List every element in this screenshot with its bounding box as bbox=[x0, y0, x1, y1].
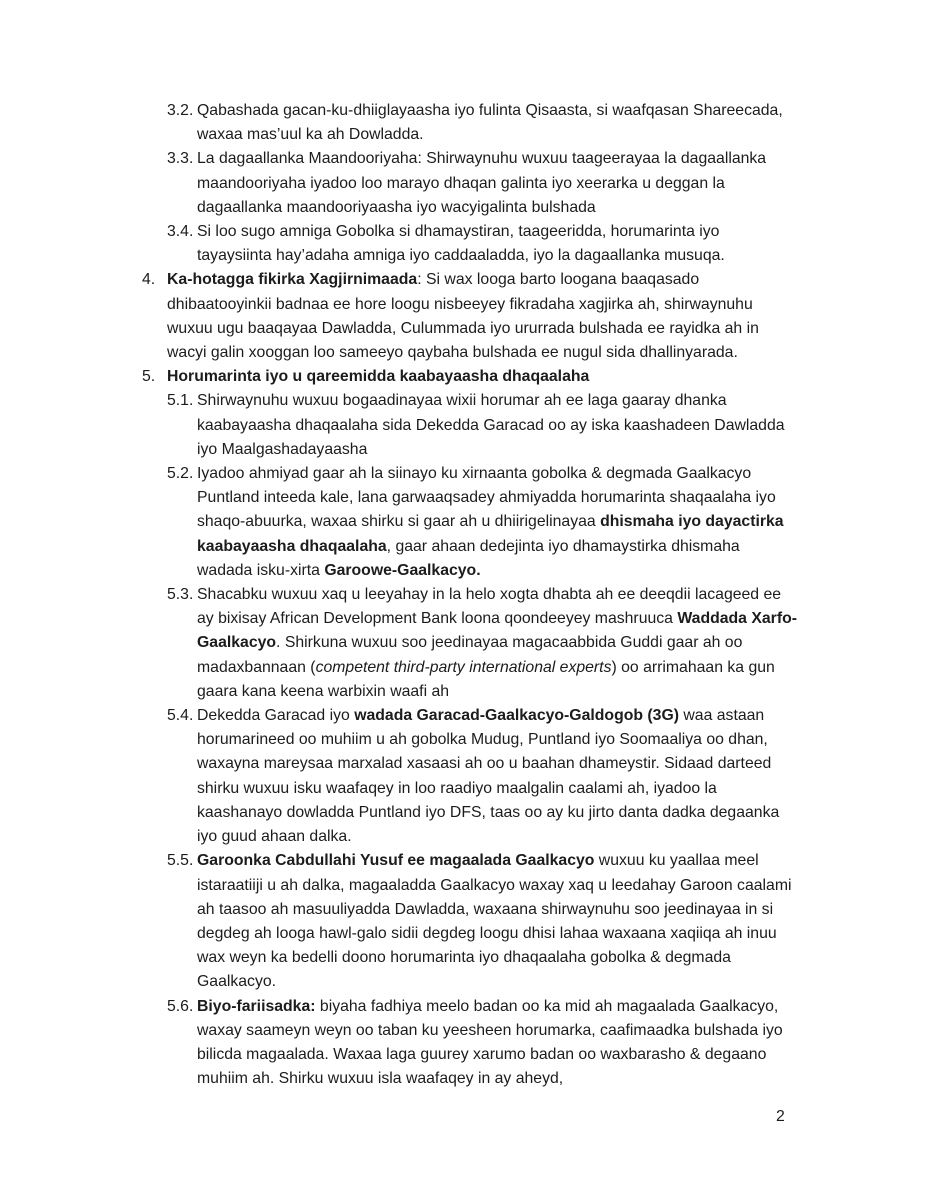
list-item-text bbox=[197, 223, 725, 264]
list-item-number: 5.1. bbox=[167, 392, 194, 410]
list-item-text bbox=[197, 392, 785, 457]
list-item-5-6 bbox=[167, 995, 797, 1092]
list-item-text bbox=[197, 465, 784, 579]
text-segment: Dekedda Garacad iyo bbox=[197, 707, 355, 725]
list-item-number: 5.2. bbox=[167, 465, 194, 483]
text-segment: Shirwaynuhu wuxuu bogaadinayaa wixii horumar ah ee laga gaaray dhanka kaabayaasha dhaqaalaha sida Dekedda Garacad oo ay iska kaashadeen Dawladda iyo Maalgashadayaasha bbox=[197, 392, 785, 458]
text-segment: wuxuu ku yaallaa meel istaraatiiji u ah dalka, magaaladda Gaalkacyo waxay xaq u leedahay Garoon caalami ah taasoo ah masuuliyadda Dawladda, waxaana shirwaynuhu soo jeedinayaa in si degdeg ah looga hawl-galo sidii degdeg loogu dhisi lahaa waxaana xaqiiqa ah inuu wax weyn ka bedelli doono horumarinta iyo dhaqaalaha gobolka & degmada Gaalkacyo. bbox=[197, 852, 792, 991]
list-item-5-3 bbox=[167, 583, 798, 704]
list-item-5-1 bbox=[167, 389, 797, 462]
list-item-number: 3.4. bbox=[167, 223, 194, 241]
list-item-5-2 bbox=[167, 462, 797, 583]
text-segment: , gaar ahaan dedejinta iyo dhamaystirka dhismaha wadada isku-xirta bbox=[197, 537, 740, 579]
text-segment: ) oo arrimahaan ka gun gaara kana keena warbixin waafi ah bbox=[197, 658, 775, 700]
list-item-text bbox=[167, 271, 759, 361]
bold-text: dhismaha iyo dayactirka kaabayaasha dhaqaalaha bbox=[197, 513, 784, 555]
list-item-number: 5.3. bbox=[167, 586, 194, 604]
bold-text: Garoonka Cabdullahi Yusuf ee magaalada Gaalkacyo bbox=[197, 852, 595, 870]
text-segment: Iyadoo ahmiyad gaar ah la siinayo ku xirnaanta gobolka & degmada Gaalkacyo Puntland inteeda kale, lana garwaaqsadey ahmiyadda horumarinta shaqaalaha iyo shaqo-abuurka, waxaa shirku si gaar ah u dhiirigelinayaa bbox=[197, 465, 776, 531]
list-item-text bbox=[197, 998, 783, 1088]
text-segment: Si loo sugo amniga Gobolka si dhamaystiran, taageeridda, horumarinta iyo tayaysiinta hay’adaha amniga iyo caddaaladda, iyo la dagaallanka musuqa. bbox=[197, 223, 725, 265]
bold-text: Waddada Xarfo-Gaalkacyo bbox=[197, 610, 798, 652]
bold-text: Biyo-fariisadka: bbox=[197, 997, 316, 1015]
document-body bbox=[0, 99, 928, 1091]
list-item-text bbox=[197, 102, 783, 143]
text-segment: Shacabku wuxuu xaq u leeyahay in la helo xogta dhabta ah ee deeqdii lacageed ee ay bixisay African Development Bank loona qoondeeyey mashruuca bbox=[197, 586, 782, 628]
bold-text: wadada Garacad-Gaalkacyo-Galdogob (3G) bbox=[354, 707, 679, 725]
bold-text: Horumarinta iyo u qareemidda kaabayaasha dhaqaalaha bbox=[167, 368, 590, 386]
list-item-3-3 bbox=[167, 147, 797, 220]
list-item-4 bbox=[142, 268, 797, 365]
text-segment: biyaha fadhiya meelo badan oo ka mid ah magaalada Gaalkacyo, waxay saameyn weyn oo taban ku yeesheen horumarka, caafimaadka bulshada iyo bilicda magaalada. Waxaa laga guurey xarumo badan oo waxbarasho & degaano muhiim ah. Shirku wuxuu isla waafaqey in ay aheyd, bbox=[197, 997, 783, 1088]
list-item-3-2 bbox=[167, 99, 797, 147]
list-item-number: 3.2. bbox=[167, 102, 194, 119]
text-segment: : Si wax looga barto loogana baaqasado dhibaatooyinkii badnaa ee hore loogu nisbeeyey fikradaha xagjirka ah, shirwaynuhu wuxuu ugu baaqayaa Dawladda, Culummada iyo ururrada bulshada ee rayidka ah in wacyi galin xooggan loo sameeyo qaybaha bulshada ee nugul sida dhallinyarada. bbox=[167, 271, 759, 362]
list-item-number: 5. bbox=[142, 368, 156, 386]
list-item-text bbox=[167, 368, 589, 385]
list-item-text bbox=[197, 852, 792, 990]
list-item-number: 3.3. bbox=[167, 150, 194, 168]
list-item-3-4 bbox=[167, 220, 797, 268]
text-segment: Qabashada gacan-ku-dhiiglayaasha iyo fulinta Qisaasta, si waafqasan Shareecada, waxaa mas’uul ka ah Dowladda. bbox=[197, 102, 783, 144]
list-item-5-5 bbox=[167, 849, 797, 994]
bold-text: Ka-hotagga fikirka Xagjirnimaada bbox=[167, 271, 418, 289]
bold-text: Garoowe-Gaalkacyo. bbox=[324, 561, 481, 579]
text-segment: La dagaallanka Maandooriyaha: Shirwaynuhu wuxuu taageerayaa la dagaallanka maandooriyaha iyadoo loo marayo dhaqan galinta iyo xeerarka u deggan la dagaallanka maandooriyaasha iyo wacyigalinta bulshada bbox=[197, 150, 767, 216]
list-item-5-4 bbox=[167, 704, 797, 849]
list-item-number: 5.6. bbox=[167, 997, 194, 1015]
list-item-number: 5.4. bbox=[167, 707, 194, 725]
list-item-5 bbox=[142, 365, 797, 389]
list-item-text bbox=[197, 586, 797, 700]
text-segment: waa astaan horumarineed oo muhiim u ah gobolka Mudug, Puntland iyo Soomaaliya oo dhan, waxayna mareysaa marxalad xasaasi ah oo u baahan dhameystir. Sidaad darteed shirku wuxuu isku waafaqey in loo raadiyo maalgalin caalami ah, iyadoo la kaashanayo dowladda Puntland iyo DFS, taas oo ay ku jirto danta dadka degaanka iyo guud ahaan dalka. bbox=[197, 707, 780, 846]
list-item-number: 4. bbox=[142, 271, 156, 289]
list-item-text bbox=[197, 150, 766, 215]
page-number: 2 bbox=[776, 1108, 785, 1125]
list-item-text bbox=[197, 707, 779, 845]
italic-text: competent third-party international experts bbox=[315, 658, 612, 676]
text-segment: . Shirkuna wuxuu soo jeedinayaa magacaabbida Guddi gaar ah oo madaxbannaan ( bbox=[197, 634, 743, 676]
list-item-number: 5.5. bbox=[167, 852, 194, 870]
